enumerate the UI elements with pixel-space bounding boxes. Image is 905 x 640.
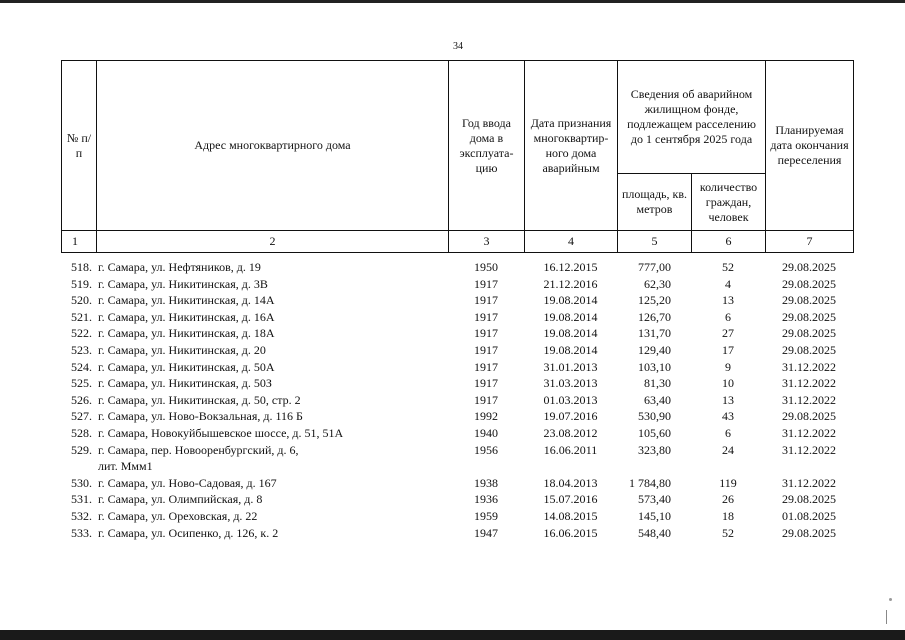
table-row xyxy=(61,325,853,342)
table-row xyxy=(61,276,853,293)
row-area: 62,30 xyxy=(644,276,671,291)
row-people: 6 xyxy=(725,309,731,324)
row-number: 519. xyxy=(71,276,92,291)
row-date: 21.12.2016 xyxy=(543,276,598,291)
table-row xyxy=(61,375,853,392)
row-end-date: 29.08.2025 xyxy=(782,409,836,424)
table-row xyxy=(61,342,853,359)
row-address: г. Самара, ул. Никитинская, д. 20 xyxy=(98,342,266,357)
row-people: 43 xyxy=(722,409,734,424)
row-number: 527. xyxy=(71,409,92,424)
header-end-date: Планируемая дата окончания переселения xyxy=(766,61,854,231)
row-address-line: лит. Ммм1 xyxy=(98,459,153,474)
row-people: 17 xyxy=(722,342,734,357)
row-end-date: 29.08.2025 xyxy=(782,525,836,540)
row-people: 13 xyxy=(722,293,734,308)
column-number-row xyxy=(62,231,854,253)
table-row xyxy=(61,442,853,475)
row-address: г. Самара, ул. Ново-Садовая, д. 167 xyxy=(98,475,277,490)
scan-mark xyxy=(886,610,887,624)
row-area: 145,10 xyxy=(638,508,671,523)
row-area: 126,70 xyxy=(638,309,671,324)
colnum-3: 3 xyxy=(449,231,525,253)
row-number: 531. xyxy=(71,492,92,507)
row-year: 1917 xyxy=(474,392,498,407)
row-address: г. Самара, ул. Никитинская, д. 50А xyxy=(98,359,275,374)
row-number: 533. xyxy=(71,525,92,540)
row-area: 129,40 xyxy=(638,342,671,357)
row-year: 1940 xyxy=(474,425,498,440)
row-area: 131,70 xyxy=(638,326,671,341)
row-year: 1959 xyxy=(474,508,498,523)
row-end-date: 29.08.2025 xyxy=(782,342,836,357)
colnum-4: 4 xyxy=(525,231,618,253)
row-end-date: 31.12.2022 xyxy=(782,425,836,440)
header-address: Адрес многоквартирного дома xyxy=(97,61,449,231)
row-area: 548,40 xyxy=(638,525,671,540)
row-year: 1950 xyxy=(474,260,498,274)
row-year: 1917 xyxy=(474,309,498,324)
row-address xyxy=(96,442,448,475)
row-area: 63,40 xyxy=(644,392,671,407)
row-end-date: 01.08.2025 xyxy=(782,508,836,523)
header-fund-info: Сведения об аварийном жилищном фонде, подлежащем расселению до 1 сентября 2025 года xyxy=(618,61,766,174)
row-number: 520. xyxy=(71,293,92,308)
table-row xyxy=(61,392,853,409)
scan-edge-bottom xyxy=(0,630,905,640)
header-people: количество граждан, человек xyxy=(692,174,766,231)
row-year: 1917 xyxy=(474,342,498,357)
row-address: г. Самара, ул. Никитинская, д. 50З xyxy=(98,376,272,391)
row-date: 31.03.2013 xyxy=(543,376,598,391)
row-date: 18.04.2013 xyxy=(543,475,598,490)
row-date: 16.12.2015 xyxy=(543,260,598,274)
row-end-date: 29.08.2025 xyxy=(782,492,836,507)
row-end-date: 29.08.2025 xyxy=(782,276,836,291)
row-address: г. Самара, ул. Ново-Вокзальная, д. 116 Б xyxy=(98,409,303,424)
header-date: Дата признания многоквартир-ного дома аварийным xyxy=(525,61,618,231)
row-address: г. Самара, ул. Никитинская, д. 14А xyxy=(98,293,275,308)
row-year: 1938 xyxy=(474,475,498,490)
row-date: 23.08.2012 xyxy=(543,425,598,440)
scan-edge-top xyxy=(0,0,905,3)
header-area: площадь, кв. метров xyxy=(618,174,692,231)
table-row xyxy=(61,259,853,276)
row-number: 524. xyxy=(71,359,92,374)
row-end-date: 31.12.2022 xyxy=(782,442,836,457)
row-people: 4 xyxy=(725,276,731,291)
table-row xyxy=(61,309,853,326)
table-row xyxy=(61,408,853,425)
row-area: 573,40 xyxy=(638,492,671,507)
colnum-1: 1 xyxy=(62,231,97,253)
row-year: 1992 xyxy=(474,409,498,424)
table-row xyxy=(61,525,853,542)
row-number: 518. xyxy=(71,260,92,274)
row-address-line: г. Самара, пер. Новооренбургский, д. 6, xyxy=(98,442,299,457)
row-end-date: 31.12.2022 xyxy=(782,376,836,391)
row-date: 31.01.2013 xyxy=(543,359,598,374)
row-date: 01.03.2013 xyxy=(543,392,598,407)
row-address: г. Самара, ул. Никитинская, д. 3В xyxy=(98,276,268,291)
row-people: 10 xyxy=(722,376,734,391)
row-end-date: 29.08.2025 xyxy=(782,293,836,308)
row-number: 526. xyxy=(71,392,92,407)
colnum-7: 7 xyxy=(766,231,854,253)
row-people: 26 xyxy=(722,492,734,507)
row-date: 19.08.2014 xyxy=(543,326,598,341)
table-row xyxy=(61,292,853,309)
row-area: 530,90 xyxy=(638,409,671,424)
row-address: г. Самара, ул. Осипенко, д. 126, к. 2 xyxy=(98,525,279,540)
row-date: 19.08.2014 xyxy=(543,293,598,308)
row-date: 19.08.2014 xyxy=(543,309,598,324)
row-area: 105,60 xyxy=(638,425,671,440)
row-people: 13 xyxy=(722,392,734,407)
row-address: г. Самара, ул. Олимпийская, д. 8 xyxy=(98,492,263,507)
row-people: 52 xyxy=(722,260,734,274)
row-area: 125,20 xyxy=(638,293,671,308)
row-address: г. Самара, ул. Никитинская, д. 18А xyxy=(98,326,275,341)
row-end-date: 29.08.2025 xyxy=(782,326,836,341)
row-date: 16.06.2011 xyxy=(543,442,598,457)
row-year: 1947 xyxy=(474,525,498,540)
table-row xyxy=(61,491,853,508)
row-area: 103,10 xyxy=(638,359,671,374)
row-end-date: 29.08.2025 xyxy=(782,309,836,324)
header-year: Год ввода дома в эксплуата-цию xyxy=(449,61,525,231)
row-date: 15.07.2016 xyxy=(543,492,598,507)
colnum-2: 2 xyxy=(97,231,449,253)
row-people: 24 xyxy=(722,442,734,457)
row-people: 119 xyxy=(719,475,737,490)
header-num: № п/п xyxy=(62,61,97,231)
row-year: 1956 xyxy=(474,442,498,457)
row-end-date: 31.12.2022 xyxy=(782,392,836,407)
row-people: 52 xyxy=(722,525,734,540)
row-number: 523. xyxy=(71,342,92,357)
table-body xyxy=(61,259,853,541)
row-area: 777,00 xyxy=(638,260,671,274)
row-address: г. Самара, ул. Никитинская, д. 16А xyxy=(98,309,275,324)
row-address: г. Самара, Новокуйбышевское шоссе, д. 51, 51А xyxy=(98,425,344,440)
table-row xyxy=(61,359,853,376)
row-end-date: 31.12.2022 xyxy=(782,475,836,490)
colnum-6: 6 xyxy=(692,231,766,253)
row-people: 27 xyxy=(722,326,734,341)
row-number: 528. xyxy=(71,425,92,440)
row-year: 1917 xyxy=(474,376,498,391)
row-number: 530. xyxy=(71,475,92,490)
row-people: 6 xyxy=(725,425,731,440)
row-number: 532. xyxy=(71,508,92,523)
row-area: 81,30 xyxy=(644,376,671,391)
row-date: 16.06.2015 xyxy=(543,525,598,540)
row-year: 1917 xyxy=(474,359,498,374)
row-people: 18 xyxy=(722,508,734,523)
row-year: 1917 xyxy=(474,326,498,341)
row-year: 1917 xyxy=(474,276,498,291)
row-number: 522. xyxy=(71,326,92,341)
row-end-date: 31.12.2022 xyxy=(782,359,836,374)
row-area: 323,80 xyxy=(638,442,671,457)
table-header xyxy=(61,60,854,253)
row-people: 9 xyxy=(725,359,731,374)
row-year: 1917 xyxy=(474,293,498,308)
colnum-5: 5 xyxy=(618,231,692,253)
table-row xyxy=(61,475,853,492)
row-date: 19.07.2016 xyxy=(543,409,598,424)
row-area: 1 784,80 xyxy=(629,475,671,490)
row-number: 525. xyxy=(71,376,92,391)
row-date: 19.08.2014 xyxy=(543,342,598,357)
page-number: 34 xyxy=(453,41,463,52)
table-row xyxy=(61,425,853,442)
row-address: г. Самара, ул. Нефтяников, д. 19 xyxy=(98,260,261,274)
row-year: 1936 xyxy=(474,492,498,507)
row-address: г. Самара, ул. Никитинская, д. 50, стр. 2 xyxy=(98,392,301,407)
row-end-date: 29.08.2025 xyxy=(782,260,836,274)
table-row xyxy=(61,508,853,525)
row-number: 521. xyxy=(71,309,92,324)
row-address: г. Самара, ул. Ореховская, д. 22 xyxy=(98,508,258,523)
scan-speck xyxy=(889,598,892,601)
row-date: 14.08.2015 xyxy=(543,508,598,523)
row-number: 529. xyxy=(71,442,92,457)
